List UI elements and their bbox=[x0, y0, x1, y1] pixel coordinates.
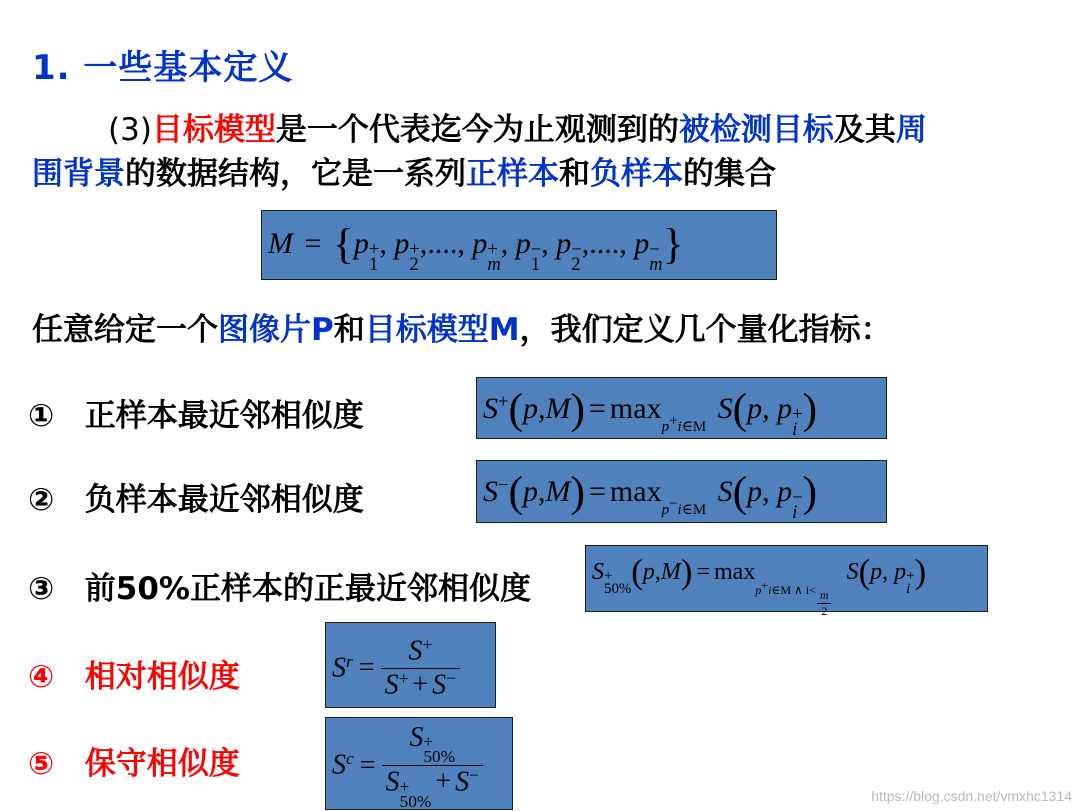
term-positive: 正样本 bbox=[466, 156, 559, 192]
comma: , bbox=[379, 226, 387, 260]
item-number: ① bbox=[28, 398, 55, 434]
slide-title: 1. 一些基本定义 bbox=[32, 48, 294, 88]
formula-top50-positive-nn: S + 50% $(p,M) = \max_{p+i\in M \wedge i< \frac{m}{2}}$ S(p, p + i ) bbox=[585, 545, 988, 612]
term-target-model-M: 目标模型M bbox=[364, 312, 520, 348]
item-4 bbox=[28, 651, 240, 696]
item-number: ② bbox=[28, 482, 55, 518]
formula-positive-nn: $S^+(p,M) = \max_{p+i\in M} S(p$, p + i ) bbox=[476, 377, 887, 439]
pm-plus: p + m bbox=[472, 226, 501, 276]
item-number: ④ bbox=[28, 659, 55, 695]
para-text: 是一个代表迄今为止观测到的 bbox=[275, 112, 679, 148]
para-text: 和 bbox=[559, 156, 590, 192]
term-surrounding-2: 围背景 bbox=[32, 156, 125, 192]
formula-conservative-similarity: $S^c$ = S + 50% S + 50% + S− bbox=[325, 717, 513, 810]
p2-plus: p + 2 bbox=[394, 226, 420, 276]
term-target-model: 目标模型 bbox=[151, 112, 276, 148]
comma: , bbox=[581, 226, 590, 260]
dots: .... bbox=[589, 226, 620, 260]
dots: .... bbox=[427, 226, 458, 260]
item-number: ⑤ bbox=[28, 746, 55, 782]
p2-minus: p − 2 bbox=[556, 226, 582, 276]
term-detected-target: 被检测目标 bbox=[678, 112, 834, 148]
given-line bbox=[32, 308, 892, 352]
item-label: 负样本最近邻相似度 bbox=[84, 482, 364, 518]
p1-plus: p + 1 bbox=[353, 226, 380, 276]
formula-relative-similarity: $S^r$ = $\frac{S^+}{S^+ + S^-}$ bbox=[325, 622, 496, 708]
item-3 bbox=[28, 563, 531, 608]
para-text: 的集合 bbox=[683, 156, 776, 192]
given-text: 和 bbox=[333, 312, 365, 348]
term-negative: 负样本 bbox=[590, 156, 683, 192]
item-label: 相对相似度 bbox=[84, 659, 240, 695]
eq-sign: = bbox=[304, 226, 322, 260]
pm-minus: p − m bbox=[634, 226, 663, 276]
model-set-formula bbox=[261, 210, 777, 280]
formula-negative-nn: $S^-(p,M) = \max_{p-i\in M} S(p$, p − i ) bbox=[476, 460, 887, 523]
item-2 bbox=[28, 474, 364, 519]
item-label: 前50%正样本的正最近邻相似度 bbox=[84, 571, 531, 607]
comma: , bbox=[541, 226, 549, 260]
watermark: https://blog.csdn.net/vmxhc1314 bbox=[871, 788, 1072, 804]
comma: , bbox=[619, 226, 627, 260]
comma: , bbox=[500, 226, 509, 260]
comma: , bbox=[419, 226, 428, 260]
item-prefix: (3) bbox=[108, 112, 152, 148]
definition-paragraph bbox=[32, 108, 1072, 196]
item-label: 保守相似度 bbox=[84, 746, 240, 782]
given-text: 任意给定一个 bbox=[32, 312, 218, 348]
item-label: 正样本最近邻相似度 bbox=[84, 398, 364, 434]
brace-right: } bbox=[662, 220, 684, 268]
para-text: 的数据结构，它是一系列 bbox=[125, 156, 466, 192]
p1-minus: p − 1 bbox=[515, 226, 542, 276]
item-1 bbox=[28, 390, 364, 435]
item-number: ③ bbox=[28, 571, 55, 607]
given-text: ，我们定义几个量化指标： bbox=[519, 312, 892, 348]
comma: , bbox=[457, 226, 465, 260]
para-text: 及其 bbox=[833, 112, 896, 148]
symbol-M: M bbox=[268, 226, 293, 260]
item-5 bbox=[28, 738, 240, 783]
term-surrounding-1: 周 bbox=[895, 112, 927, 148]
brace-left: { bbox=[332, 220, 354, 268]
term-image-patch: 图像片P bbox=[218, 312, 334, 348]
